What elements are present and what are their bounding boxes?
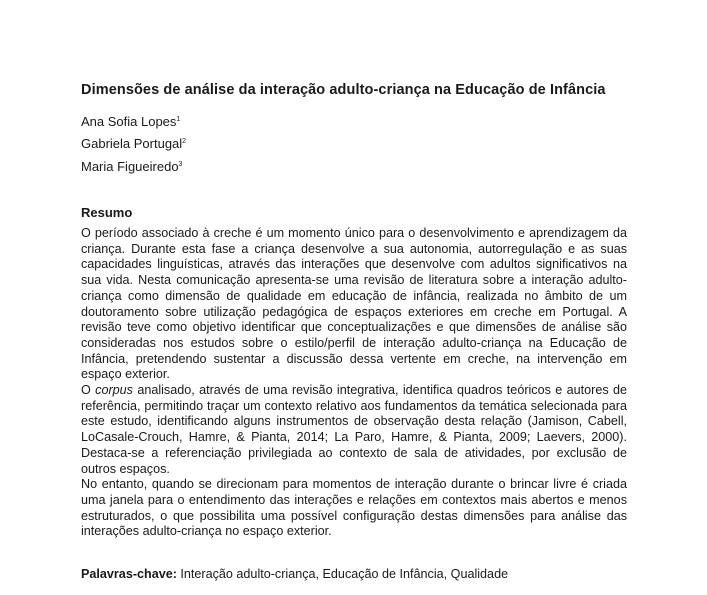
- paragraph-prefix: O: [81, 383, 96, 398]
- abstract-paragraph-2: [81, 383, 627, 477]
- keywords-text: Interação adulto-criança, Educação de Infância, Qualidade: [176, 567, 509, 581]
- paragraph-text: analisado, através de uma revisão integrativa, identifica quadros teóricos e autores de referência, permitindo traçar um contexto relativo aos fundamentos da temática selecionada para este estudo, identificando alguns instrumentos de observação desta relação (Jamison, Cabell, LoCasale-Crouch, Hamre, & Pianta, 2014; La Paro, Hamre, & Pianta, 2009; Laevers, 2000). Destaca-se a referenciação privilegiada ao contexto de sala de atividades, por exclusão de outros espaços.: [81, 383, 627, 476]
- abstract-paragraph-1: O período associado à creche é um momento único para o desenvolvimento e aprendizagem da criança. Durante esta fase a criança desenvolve a sua autonomia, autorregulação e as suas capacidades linguísticas, através das interações que desenvolve com adultos significativos na sua vida. Nesta comunicação apresenta-se uma revisão de literatura sobre a interação adulto-criança como dimensão de qualidade em educação de infância, realizada no âmbito de um doutoramento sobre utilização pedagógica de espaços exteriores em creche em Portugal. A revisão teve como objetivo identificar que conceptualizações e que dimensões de análise são consideradas nos estudos sobre o estilo/perfil de interação adulto-criança na Educação de Infância, pretendendo sustentar a discussão dessa vertente em creche, na intervenção em espaço exterior.: [81, 226, 627, 382]
- author-name: Maria Figueiredo: [81, 159, 179, 174]
- author-3: [81, 159, 182, 175]
- paper-title: Dimensões de análise da interação adulto-criança na Educação de Infância: [81, 82, 606, 98]
- author-1: [81, 114, 180, 130]
- keywords-line: [81, 566, 508, 582]
- author-footnote-mark: 3: [178, 161, 183, 168]
- abstract-heading: Resumo: [81, 205, 133, 220]
- author-footnote-mark: 2: [182, 138, 187, 145]
- italic-term-corpus: corpus: [95, 383, 133, 398]
- author-name: Gabriela Portugal: [81, 136, 183, 151]
- abstract-body: [81, 226, 627, 540]
- keywords-label: Palavras-chave:: [81, 567, 177, 581]
- author-2: [81, 136, 186, 152]
- abstract-paragraph-3: No entanto, quando se direcionam para momentos de interação durante o brincar livre é criada uma janela para o entendimento das interações e relações em contextos mais abertos e menos estruturados, o que possibilita uma possível configuração destas dimensões para análise das interações adulto-criança no espaço exterior.: [81, 477, 627, 539]
- author-name: Ana Sofia Lopes: [81, 114, 177, 129]
- author-footnote-mark: 1: [176, 116, 181, 123]
